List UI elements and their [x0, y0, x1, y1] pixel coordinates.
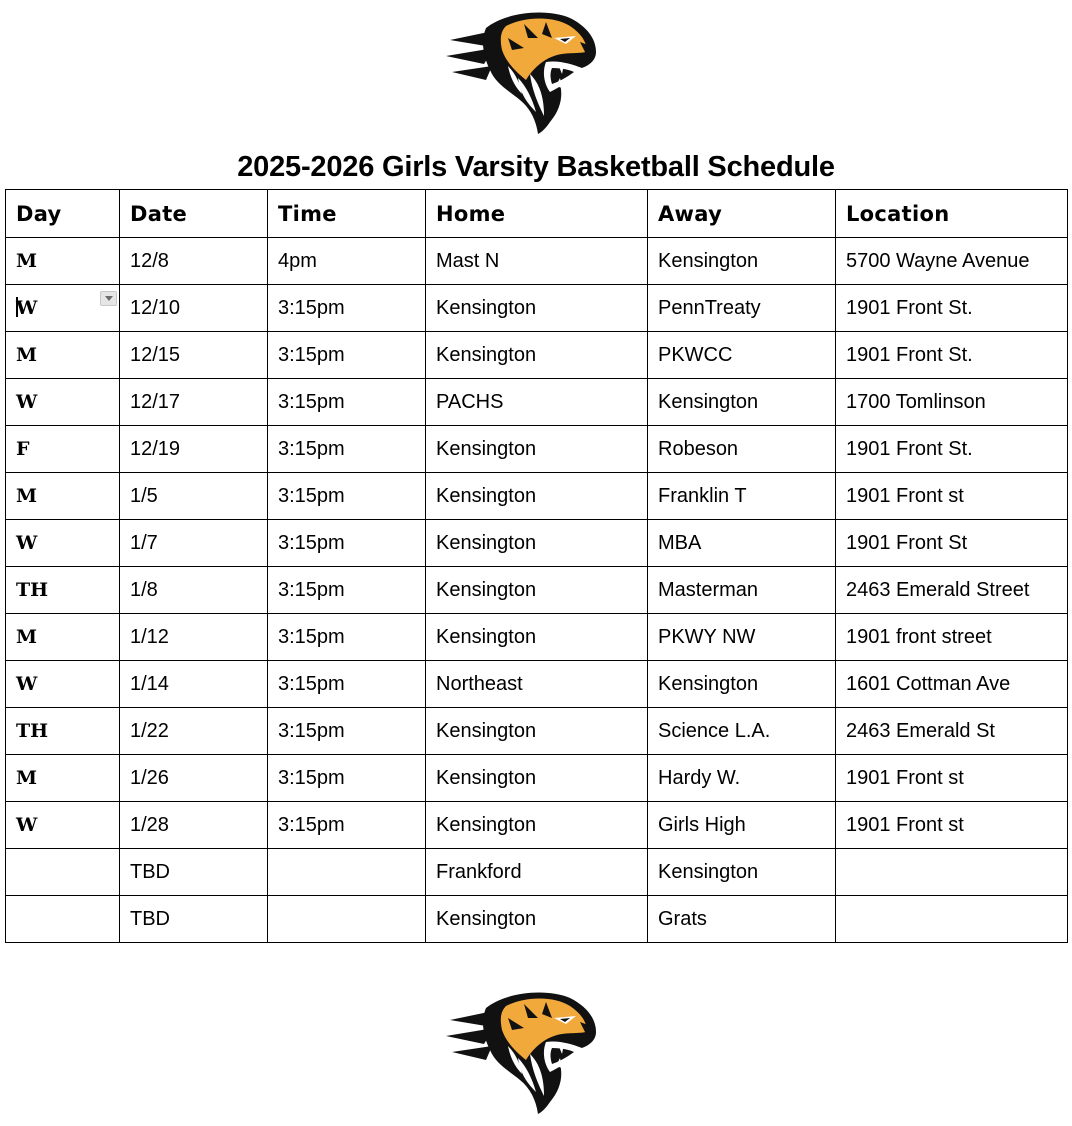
day-cell[interactable] — [6, 849, 120, 896]
location-cell[interactable]: 1700 Tomlinson — [836, 379, 1068, 426]
day-cell[interactable]: M — [6, 332, 120, 379]
tiger-logo-bottom — [446, 988, 600, 1114]
page-title: 2025-2026 Girls Varsity Basketball Schedule — [237, 151, 835, 183]
away-cell[interactable]: PennTreaty — [648, 285, 836, 332]
table-header-row — [6, 190, 1068, 238]
home-cell[interactable]: PACHS — [426, 379, 648, 426]
day-cell[interactable] — [6, 896, 120, 943]
day-cell[interactable]: F — [6, 426, 120, 473]
location-cell[interactable]: 1901 Front St. — [836, 426, 1068, 473]
home-cell[interactable]: Kensington — [426, 708, 648, 755]
date-cell[interactable]: 12/17 — [120, 379, 268, 426]
away-cell[interactable]: Franklin T — [648, 473, 836, 520]
day-cell[interactable]: W — [6, 520, 120, 567]
day-cell-value: W — [16, 297, 38, 319]
time-cell[interactable]: 3:15pm — [268, 567, 426, 614]
home-cell[interactable]: Kensington — [426, 520, 648, 567]
home-cell[interactable]: Kensington — [426, 896, 648, 943]
home-cell[interactable]: Kensington — [426, 755, 648, 802]
date-cell[interactable]: 1/22 — [120, 708, 268, 755]
location-cell[interactable]: 5700 Wayne Avenue — [836, 238, 1068, 285]
table-row — [6, 708, 1068, 755]
day-cell[interactable]: M — [6, 473, 120, 520]
column-header-day: Day — [6, 190, 120, 238]
time-cell[interactable]: 3:15pm — [268, 473, 426, 520]
time-cell[interactable]: 3:15pm — [268, 520, 426, 567]
table-row — [6, 426, 1068, 473]
time-cell[interactable]: 3:15pm — [268, 426, 426, 473]
time-cell[interactable] — [268, 896, 426, 943]
away-cell[interactable]: Masterman — [648, 567, 836, 614]
home-cell[interactable]: Frankford — [426, 849, 648, 896]
location-cell[interactable]: 1901 Front st — [836, 473, 1068, 520]
time-cell[interactable]: 3:15pm — [268, 285, 426, 332]
location-cell[interactable]: 2463 Emerald St — [836, 708, 1068, 755]
date-cell[interactable]: 1/8 — [120, 567, 268, 614]
away-cell[interactable]: Kensington — [648, 238, 836, 285]
date-cell[interactable]: 12/15 — [120, 332, 268, 379]
table-row — [6, 896, 1068, 943]
column-header-time: Time — [268, 190, 426, 238]
column-header-location: Location — [836, 190, 1068, 238]
home-cell[interactable]: Northeast — [426, 661, 648, 708]
time-cell[interactable]: 3:15pm — [268, 332, 426, 379]
day-cell-selected[interactable] — [6, 285, 120, 332]
home-cell[interactable]: Kensington — [426, 426, 648, 473]
tiger-head-icon — [446, 988, 600, 1114]
date-cell[interactable]: 1/28 — [120, 802, 268, 849]
column-header-home: Home — [426, 190, 648, 238]
away-cell[interactable]: MBA — [648, 520, 836, 567]
time-cell[interactable]: 3:15pm — [268, 708, 426, 755]
away-cell[interactable]: Kensington — [648, 661, 836, 708]
table-row — [6, 567, 1068, 614]
home-cell[interactable]: Kensington — [426, 285, 648, 332]
away-cell[interactable]: Kensington — [648, 379, 836, 426]
time-cell[interactable]: 3:15pm — [268, 755, 426, 802]
table-row — [6, 802, 1068, 849]
table-row — [6, 332, 1068, 379]
day-cell[interactable]: TH — [6, 708, 120, 755]
day-cell[interactable]: M — [6, 755, 120, 802]
table-row — [6, 238, 1068, 285]
table-row — [6, 849, 1068, 896]
date-cell[interactable]: 1/7 — [120, 520, 268, 567]
time-cell[interactable]: 4pm — [268, 238, 426, 285]
away-cell[interactable]: PKWY NW — [648, 614, 836, 661]
away-cell[interactable]: Robeson — [648, 426, 836, 473]
date-cell[interactable]: 1/5 — [120, 473, 268, 520]
away-cell[interactable]: Kensington — [648, 849, 836, 896]
time-cell[interactable]: 3:15pm — [268, 614, 426, 661]
table-row — [6, 755, 1068, 802]
column-header-away: Away — [648, 190, 836, 238]
tiger-logo-top — [446, 8, 600, 134]
location-cell[interactable] — [836, 849, 1068, 896]
dropdown-arrow-icon[interactable] — [100, 291, 117, 306]
away-cell[interactable]: Grats — [648, 896, 836, 943]
time-cell[interactable]: 3:15pm — [268, 379, 426, 426]
location-cell[interactable]: 1601 Cottman Ave — [836, 661, 1068, 708]
away-cell[interactable]: Girls High — [648, 802, 836, 849]
date-cell[interactable]: 1/14 — [120, 661, 268, 708]
away-cell[interactable]: Hardy W. — [648, 755, 836, 802]
date-cell[interactable]: 12/10 — [120, 285, 268, 332]
time-cell[interactable]: 3:15pm — [268, 661, 426, 708]
home-cell[interactable]: Kensington — [426, 614, 648, 661]
table-row — [6, 473, 1068, 520]
date-cell[interactable]: 12/19 — [120, 426, 268, 473]
time-cell[interactable]: 3:15pm — [268, 802, 426, 849]
location-cell[interactable]: 1901 Front st — [836, 755, 1068, 802]
tiger-head-icon — [446, 8, 600, 134]
time-cell[interactable] — [268, 849, 426, 896]
day-cell[interactable]: W — [6, 661, 120, 708]
date-cell[interactable]: 1/26 — [120, 755, 268, 802]
date-cell[interactable]: 12/8 — [120, 238, 268, 285]
day-cell[interactable]: M — [6, 238, 120, 285]
day-cell[interactable]: W — [6, 802, 120, 849]
date-cell[interactable]: TBD — [120, 849, 268, 896]
home-cell[interactable]: Mast N — [426, 238, 648, 285]
date-cell[interactable]: TBD — [120, 896, 268, 943]
location-cell[interactable]: 1901 Front st — [836, 802, 1068, 849]
column-header-date: Date — [120, 190, 268, 238]
location-cell[interactable]: 1901 Front St. — [836, 332, 1068, 379]
location-cell[interactable]: 2463 Emerald Street — [836, 567, 1068, 614]
home-cell[interactable]: Kensington — [426, 332, 648, 379]
table-row — [6, 614, 1068, 661]
location-cell[interactable]: 1901 Front St. — [836, 285, 1068, 332]
day-cell[interactable]: TH — [6, 567, 120, 614]
away-cell[interactable]: Science L.A. — [648, 708, 836, 755]
home-cell[interactable]: Kensington — [426, 802, 648, 849]
day-cell[interactable]: M — [6, 614, 120, 661]
location-cell[interactable] — [836, 896, 1068, 943]
schedule-table — [5, 189, 1068, 943]
location-cell[interactable]: 1901 front street — [836, 614, 1068, 661]
day-cell[interactable]: W — [6, 379, 120, 426]
home-cell[interactable]: Kensington — [426, 473, 648, 520]
table-row — [6, 661, 1068, 708]
table-row — [6, 379, 1068, 426]
home-cell[interactable]: Kensington — [426, 567, 648, 614]
table-row — [6, 285, 1068, 332]
table-row — [6, 520, 1068, 567]
away-cell[interactable]: PKWCC — [648, 332, 836, 379]
date-cell[interactable]: 1/12 — [120, 614, 268, 661]
location-cell[interactable]: 1901 Front St — [836, 520, 1068, 567]
